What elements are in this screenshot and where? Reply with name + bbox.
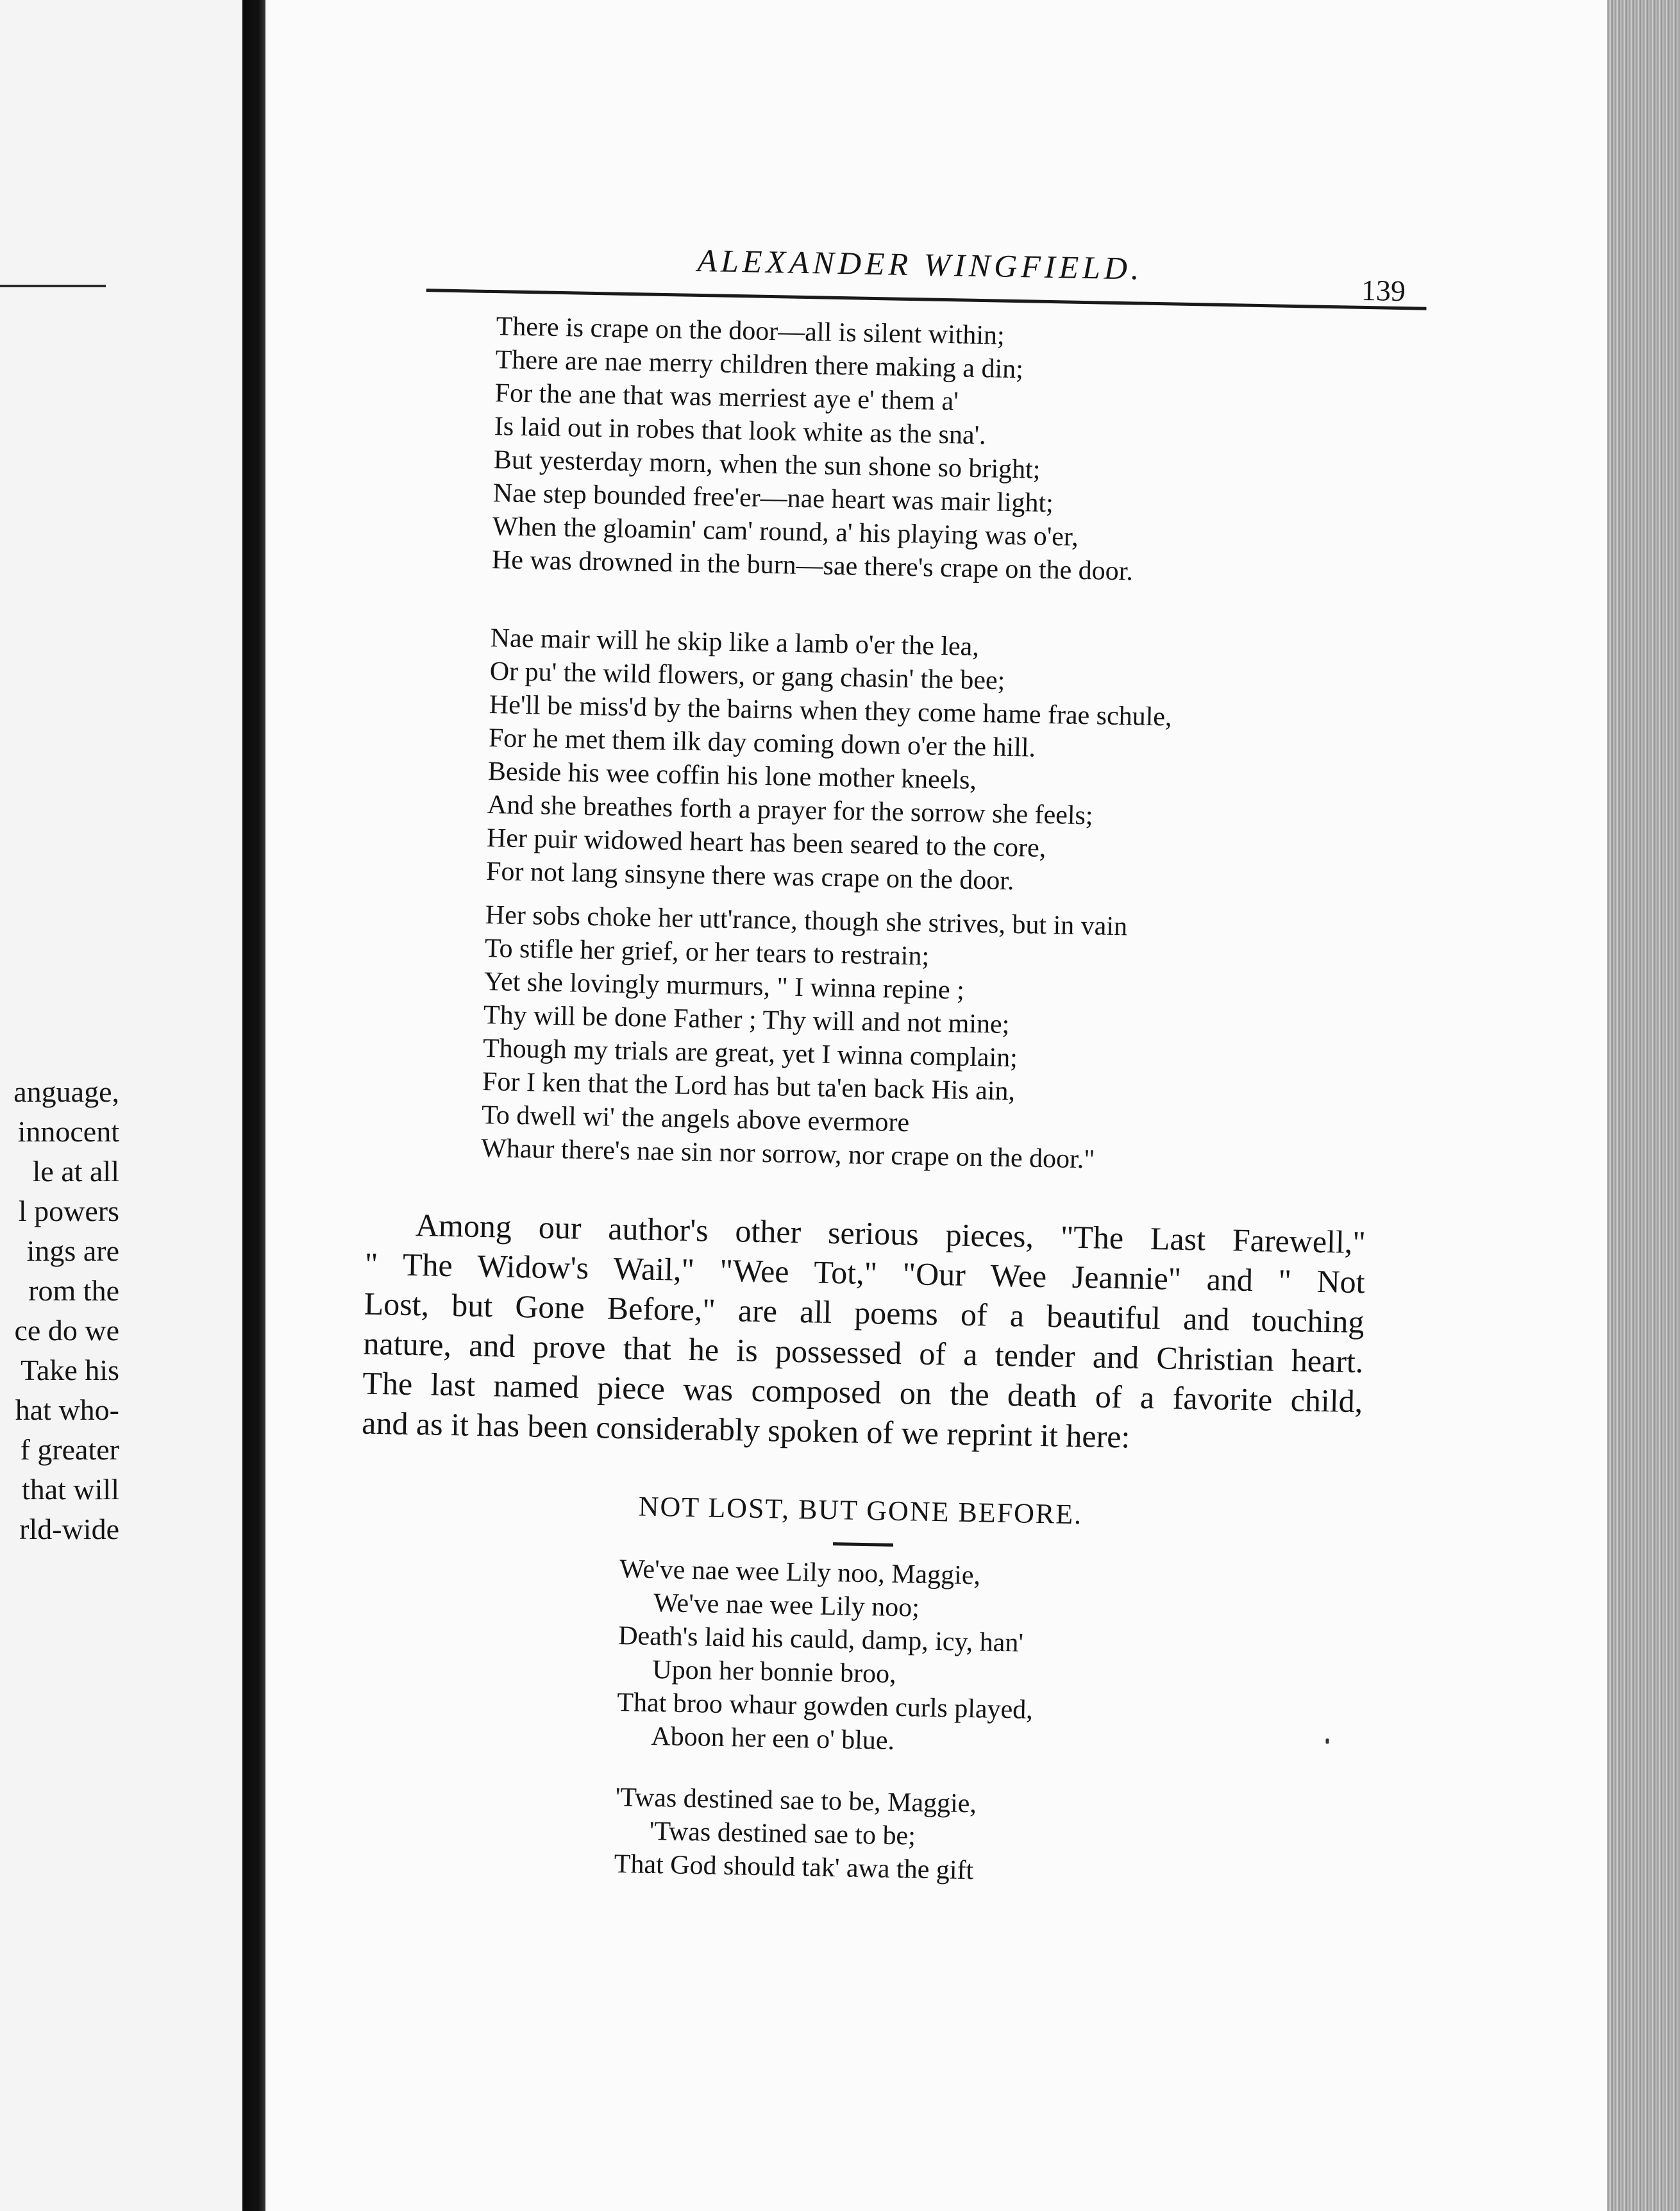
poem-line: Nae mair will he skip like a lamb o'er the lea, (490, 623, 980, 662)
poem-line: Whaur there's nae sin nor sorrow, nor crape on the door." (480, 1133, 1095, 1175)
text-fragment: innocent (17, 1115, 119, 1148)
text-fragment: l powers (18, 1195, 119, 1227)
text-fragment: anguage, (13, 1075, 119, 1108)
poem-line: Aboon her een o' blue. (651, 1721, 895, 1756)
poem-line: He'll be miss'd by the bairns when they come hame frae schule, (489, 690, 1172, 732)
poem-stanza (614, 1781, 977, 1887)
prose-line: nature, and prove that he is possessed of a tender and Christian heart. (363, 1325, 1364, 1380)
ink-speck (1325, 1738, 1329, 1744)
poem-line: For he met them ilk day coming down o'er the hill. (488, 723, 1036, 763)
poem-line: Upon her bonnie broo, (651, 1654, 896, 1689)
page-number: 139 (1361, 273, 1406, 308)
poem-line: There is crape on the door—all is silent within; (496, 312, 1005, 351)
poem-line: Her puir widowed heart has been seared to the core, (486, 823, 1046, 863)
poem-line: He was drowned in the burn—sae there's crape on the door. (491, 545, 1134, 587)
poem-stanza (616, 1552, 1036, 1760)
poem-line: There are nae merry children there making a din; (495, 345, 1024, 385)
poem-line: To stifle her grief, or her tears to restrain; (484, 933, 930, 971)
poem-line: For not lang sinsyne there was crape on the door. (485, 857, 1014, 896)
poem-line: Thy will be done Father ; Thy will and not mine; (483, 1000, 1010, 1040)
text-fragment: ce do we (14, 1314, 119, 1347)
book-gutter (242, 0, 265, 2211)
poem-line: But yesterday morn, when the sun shone so bright; (493, 445, 1041, 485)
poem-line: Though my trials are great, yet I winna complain; (482, 1033, 1018, 1073)
text-fragment: rld-wide (19, 1513, 119, 1545)
text-fragment: f greater (20, 1433, 119, 1466)
page-content (265, 0, 1607, 2211)
text-fragment: Take his (21, 1354, 119, 1386)
left-page (0, 0, 242, 2211)
prose-line: The last named piece was composed on the death of a favorite child, (362, 1365, 1363, 1420)
poem-stanza (486, 621, 1173, 900)
right-page (265, 0, 1607, 2211)
title-rule (833, 1542, 893, 1547)
poem-line: That broo whaur gowden curls played, (616, 1687, 1034, 1725)
left-page-text (13, 1072, 119, 1549)
left-page-rule (0, 285, 106, 287)
poem-stanza (481, 898, 1128, 1177)
poem-line: To dwell wi' the angels above evermore (481, 1100, 910, 1138)
text-fragment: le at all (32, 1155, 119, 1188)
header-rule (426, 289, 1427, 310)
text-fragment: that will (21, 1473, 119, 1506)
poem-line: Nae step bounded free'er—nae heart was mair light; (492, 478, 1054, 519)
text-fragment: rom the (28, 1274, 119, 1307)
prose-paragraph (362, 1204, 1366, 1461)
prose-line: and as it has been considerably spoken of we reprint it here: (361, 1404, 1130, 1455)
prose-line: Lost, but Gone Before," are all poems of a beautiful and touching (364, 1285, 1365, 1340)
prose-line: " The Widow's Wail," "Wee Tot," "Our Wee Jeannie" and " Not (364, 1245, 1366, 1300)
poem-line: We've nae wee Lily noo, Maggie, (619, 1554, 981, 1591)
poem-title: NOT LOST, BUT GONE BEFORE. (638, 1490, 1083, 1531)
page-edges (1607, 0, 1680, 2211)
poem-line: For I ken that the Lord has but ta'en back His ain, (482, 1066, 1016, 1107)
poem-line: Her sobs choke her utt'rance, though she strives, but in vain (485, 900, 1128, 942)
poem-line: When the gloamin' cam' round, a' his playing was o'er, (492, 512, 1079, 552)
poem-line: We've nae wee Lily noo; (653, 1588, 920, 1623)
poem-line: 'Twas destined sae to be, Maggie, (615, 1782, 977, 1819)
running-head: ALEXANDER WINGFIELD. (697, 242, 1143, 287)
text-fragment: hat who- (15, 1393, 119, 1426)
poem-line: For the ane that was merriest aye e' them a' (494, 378, 959, 417)
poem-line: Beside his wee coffin his lone mother kneels, (487, 757, 977, 795)
poem-line: Death's laid his cauld, damp, icy, han' (617, 1620, 1024, 1658)
poem-line: And she breathes forth a prayer for the sorrow she feels; (487, 790, 1093, 831)
text-fragment: ings are (26, 1234, 119, 1267)
poem-line: Yet she lovingly murmurs, " I winna repine ; (483, 966, 965, 1005)
poem-line: That God should tak' awa the gift (614, 1849, 974, 1886)
poem-line: 'Twas destined sae to be; (649, 1816, 916, 1851)
poem-line: Is laid out in robes that look white as the sna'. (494, 412, 987, 451)
poem-line: Or pu' the wild flowers, or gang chasin' the bee; (489, 657, 1005, 696)
prose-line: Among our author's other serious pieces, "The Last Farewell," (415, 1207, 1366, 1261)
poem-stanza (492, 310, 1138, 588)
